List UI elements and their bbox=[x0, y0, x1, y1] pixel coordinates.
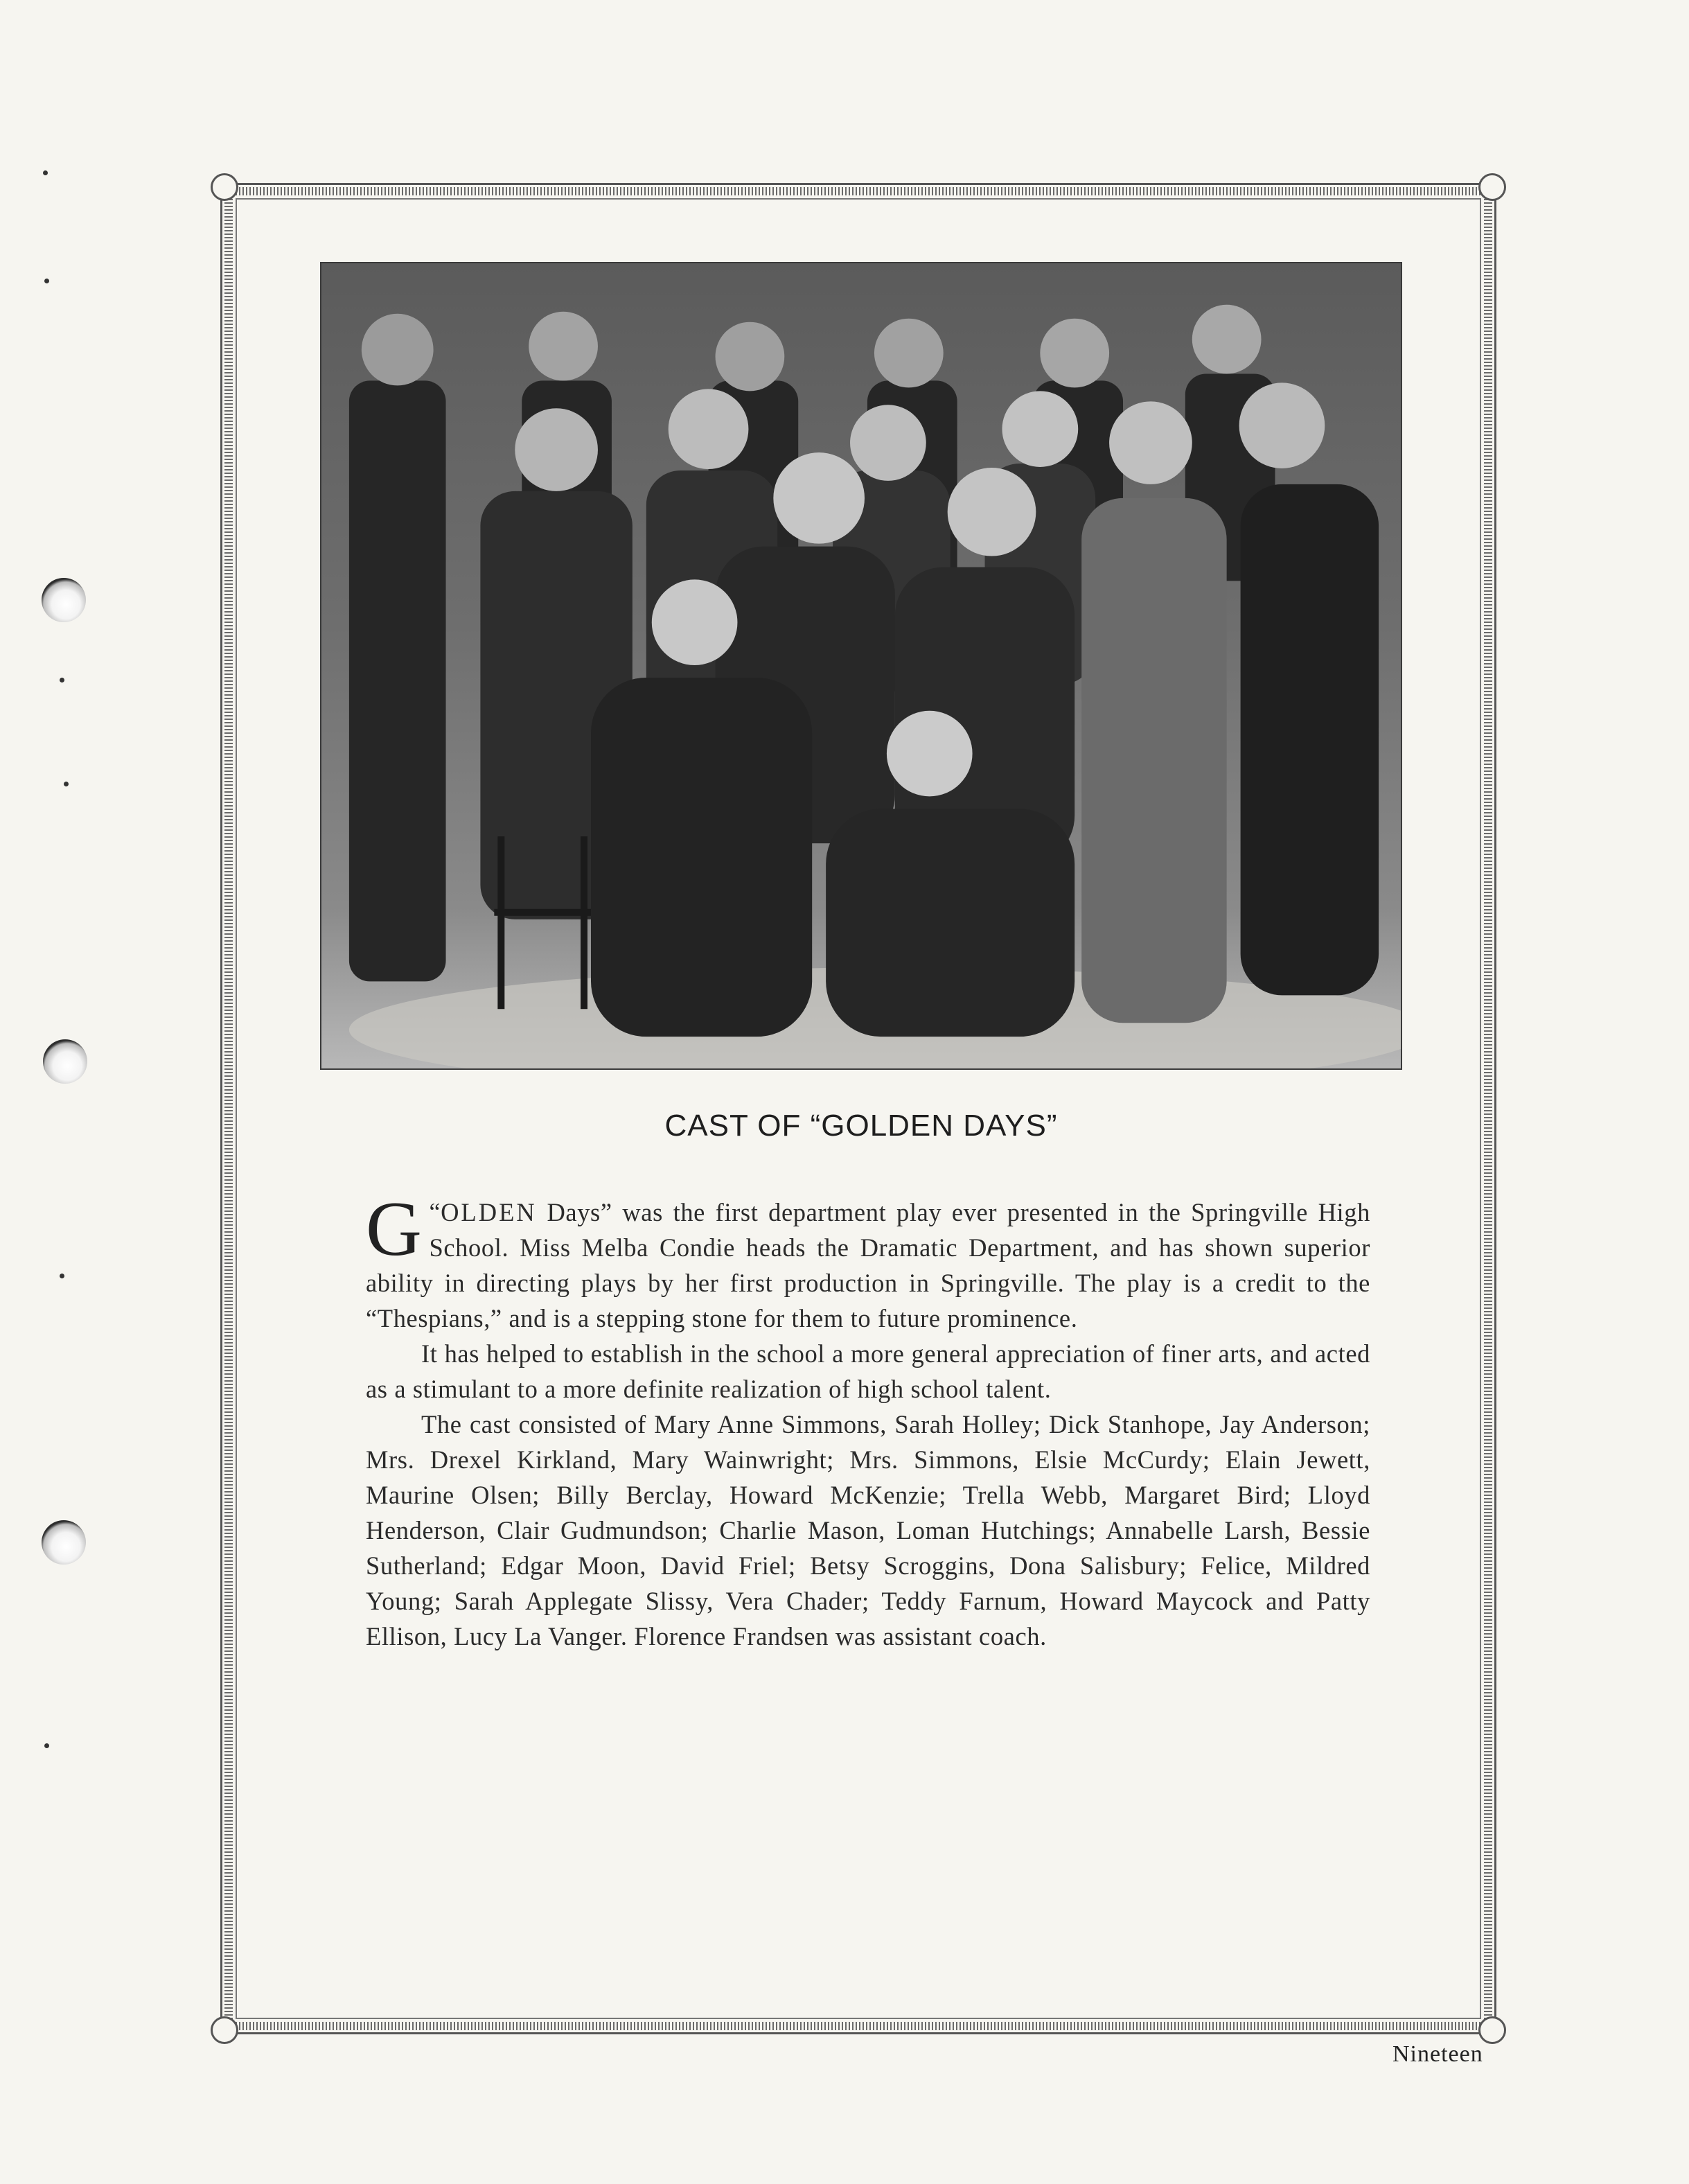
punch-hole-middle bbox=[43, 1039, 87, 1084]
punch-hole-top bbox=[42, 578, 86, 622]
opening-quote-mark: “ bbox=[429, 1198, 441, 1226]
page-border-left-band bbox=[224, 198, 233, 2019]
border-corner-ornament bbox=[211, 2016, 238, 2044]
border-corner-ornament bbox=[1478, 173, 1506, 201]
article-paragraph-1 bbox=[366, 1186, 1370, 1336]
first-word-small-caps: OLDEN bbox=[441, 1198, 537, 1226]
paper-speck bbox=[64, 782, 69, 786]
border-corner-ornament bbox=[211, 173, 238, 201]
punch-hole-bottom bbox=[42, 1520, 86, 1565]
photo-figures bbox=[321, 263, 1401, 1068]
article-body bbox=[366, 1186, 1370, 1654]
page-number: Nineteen bbox=[1392, 2041, 1483, 2067]
paper-speck bbox=[60, 1274, 64, 1278]
paper-speck bbox=[44, 1743, 49, 1748]
cast-group-photo bbox=[320, 262, 1402, 1070]
paper-speck bbox=[43, 170, 48, 175]
photo-caption: CAST OF “GOLDEN DAYS” bbox=[664, 1109, 1058, 1143]
page-border-bottom-band bbox=[236, 2022, 1481, 2030]
page-border-right-band bbox=[1484, 198, 1492, 2019]
paper-speck bbox=[60, 678, 64, 682]
paper-speck bbox=[44, 279, 49, 283]
page-border-top-band bbox=[236, 187, 1481, 195]
article-paragraph-2: It has helped to establish in the school a more general appreciation of finer arts, and acted as a stimulant to a more definite realization of high school talent. bbox=[366, 1339, 1370, 1403]
article-paragraph-3: The cast consisted of Mary Anne Simmons, Sarah Holley; Dick Stanhope, Jay Anderson; Mrs. Drexel Kirkland, Mary Wainwright; Mrs. Simmons, Elsie McCurdy; Elain Jewett, Maurine Olsen; Billy Berclay, Howard McKenzie; Trella Webb, Margaret Bird; Lloyd Henderson, Clair Gudmundson; Charlie Mason, Loman Hutchings; Annabelle Larsh, Bessie Sutherland; Edgar Moon, David Friel; Betsy Scroggins, Dona Salisbury; Felice, Mildred Young; Sarah Applegate Slissy, Vera Chader; Teddy Farnum, Howard Maycock and Patty Ellison, Lucy La Vanger. Florence Frandsen was assistant coach. bbox=[366, 1410, 1370, 1650]
border-corner-ornament bbox=[1478, 2016, 1506, 2044]
paragraph-1-text: Days” was the first department play ever presented in the Springville High School. Miss Melba Condie heads the Dramatic Department, and has shown superior ability in directing plays by her first production in Springville. The play is a credit to the “Thespians,” and is a stepping stone for them to future prominence. bbox=[366, 1198, 1370, 1332]
drop-cap-letter: G bbox=[366, 1186, 423, 1272]
